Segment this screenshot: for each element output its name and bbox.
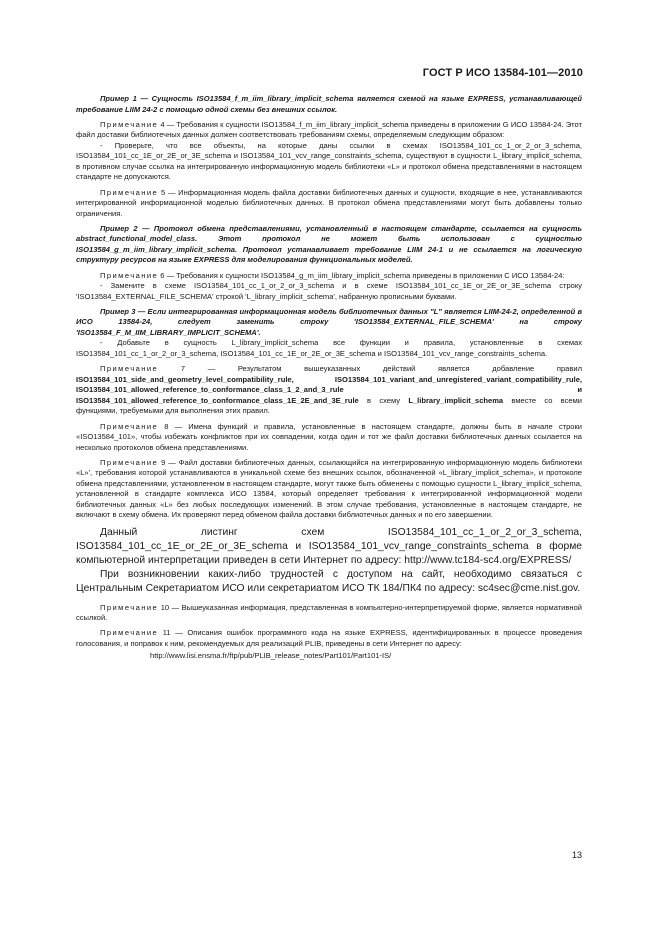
note-label: Примечание xyxy=(100,457,159,467)
contact-paragraph: При возникновении каких-либо трудностей с доступом на сайт, необходимо связаться с Центральным Секретариатом ИСО или секретариатом ИСО ТК 184/ПК4 по адресу: sc4sec@cme.nist.gov. xyxy=(76,569,582,595)
example-1: Пример 1 — Сущность ISO13584_f_m_iim_library_implicit_schema является схемой на языке EXPRESS, устанавливающей требование LIIM 24-2 с помощью одной схемы без внешних ссылок. xyxy=(76,94,582,114)
note-text: 9 — Файл доставки библиотечных данных, ссылающийся на интегрированную информационную модель библиотеки «L»', требования которой устанавливаются в уникальной схеме без внешних ссылок, обозначенной «L_library_implicit_schema», и протоколе обмена представлениями, установленном в настоящем стандарте, могут также быть обменены с помощью сущности L_library_implicit_schema, установленной в стандарте комплекса ИСО 13584, который определяет требования к интегрированной информационной модели библиотечных данных «L» без любых последующих изменений. В этом случае требования, установленные в настоящем стандарте, не включают в схему обмена. Их проверяют перед обменом файла доставки библиотечных данных и по его завершении. xyxy=(76,457,582,520)
page-number: 13 xyxy=(571,850,582,860)
note-text: 5 — Информационная модель файла доставки библиотечных данных и сущности, входящие в нее, устанавливаются интегрированной информационной моделью библиотечных данных. В протокол обмена представлениями могут быть добавлены только ограничения. xyxy=(76,187,582,218)
note-text: 11 — Описания ошибок программного кода на языке EXPRESS, идентифицированных в процессе проведения голосования, и поправок к ним, рекомендуемых для реализаций PLIB, приведены в сети Интернет по адресу: xyxy=(76,628,582,648)
note-label: Примечание xyxy=(100,187,159,197)
note-text: 6 — Требования к сущности ISO13584_g_m_iim_library_implicit_schema приведены в приложении С ИСО 13584-24: xyxy=(158,270,565,280)
note-label: Примечание xyxy=(100,364,159,374)
note-9 xyxy=(76,458,582,521)
note-label: Примечание xyxy=(100,119,159,129)
example-3-bullet: - Добавьте в сущность L_library_implicit_schema все функции и правила, установленные в схемах ISO13584_101_cc_1_or_2_or_3_schema, ISO13584_101_cc_1E_or_2E_or_3E_schema и ISO13584_101_vcv_range_constraints_schema. xyxy=(76,338,582,358)
note-6 xyxy=(76,271,582,282)
note-text: 4 — Требования к сущности ISO13584_f_m_iim_library_implicit_schema приведены в приложении G ИСО 13584-24. Этот файл доставки библиотечных данных должен соответствовать требованиям схемы, определяемым следующим образом: xyxy=(76,119,582,140)
page-body xyxy=(76,94,582,667)
note-label: Примечание xyxy=(100,628,159,638)
note-label: Примечание xyxy=(100,270,159,280)
listing-paragraph: Данный листинг схем ISO13584_101_cc_1_or_2_or_3_schema, ISO13584_101_cc_1E_or_2E_or_3E_schema и ISO13584_101_vcv_range_constraints_schema в форме компьютерной интерпретации приведен в сети Интернет по адресу: http://www.tc184-sc4.org/EXPRESS/ xyxy=(76,526,582,567)
rule-names: ISO13584_101_side_and_geometry_level_compatibility_rule, ISO13584_101_variant_and_unregistered_variant_compatibility_rule, ISO13584_101_allowed_reference_to_conformance_class_1_2_and_3_rule и ISO13584_101_allowed_reference_to_conformance_class_1E_2E_and_3E_rule xyxy=(76,374,582,405)
note-10 xyxy=(76,603,582,624)
note-4-bullet: - Проверьте, что все объекты, на которые даны ссылки в схемах ISO13584_101_cc_1_or_2_or_3_schema, ISO13584_101_cc_1E_or_2E_or_3E_schema и ISO13584_101_vcv_range_constraints_schema, существуют в сущности L_library_implicit_schema, в противном случае ссылка на интегрированную информационную модель библиотеки «L» и протокол обмена представлениями в настоящем стандарте не допускаются. xyxy=(76,140,582,182)
note-label: Примечание xyxy=(100,421,159,431)
errata-url-link[interactable]: http://www.lisi.ensma.fr/ftp/pub/PLIB_release_notes/Part101/Part101-IS/ xyxy=(150,651,392,661)
note-7 xyxy=(76,364,582,417)
note-text: 7 — Результатом вышеуказанных действий является добавление правил xyxy=(158,364,582,374)
example-3: Пример 3 — Если интегрированная информационная модель библиотечных данных "L" является LIIM-24-2, определенной в ИСО 13584-24, следует заменить строку 'ISO13584_EXTERNAL_FILE_SCHEMA' на строку 'ISO13584_F_M_IIM_LIBRARY_IMPLICIT_SCHEMA'. xyxy=(76,306,582,337)
note-8 xyxy=(76,422,582,454)
note-label: Примечание xyxy=(100,602,159,612)
note-5 xyxy=(76,188,582,220)
note-4 xyxy=(76,120,582,141)
note-6-bullet: - Замените в схеме ISO13584_101_cc_1_or_2_or_3_schema и в схеме ISO13584_101_cc_1E_or_2E_or_3E_schema строку 'ISO13584_EXTERNAL_FILE_SCHEMA' строкой 'L_library_implicit_schema', набранную прописными буквами. xyxy=(76,281,582,301)
note-text: вместе со всеми функциями, требуемыми для выполнения этих правил. xyxy=(76,395,582,416)
note-text: 8 — Имена функций и правила, установленные в настоящем стандарте, должны быть в начале строки «ISO13584_101», чтобы избежать конфликтов при их совпадении, когда один и тот же файл доставки библиотечных данных ссылается на несколько протоколов обмена представлениями. xyxy=(76,421,582,452)
note-text: 10 — Вышеуказанная информация, представленная в компьютерно-интерпретируемой форме, является нормативной ссылкой. xyxy=(76,602,582,623)
standard-header: ГОСТ Р ИСО 13584-101—2010 xyxy=(422,67,583,79)
schema-name: L_library_implicit_schema xyxy=(408,395,504,405)
example-2: Пример 2 — Протокол обмена представлениями, установленный в настоящем стандарте, ссылается на сущность abstract_functional_model_class. Этот протокол не может быть использован с сущностью ISO13584_g_m_iim_library_implicit_schema. Протокол устанавливает требование LIIM 24-1 и не ссылается на логическую структуру ресурсов на языке EXPRESS для моделирования функциональных моделей. xyxy=(76,223,582,265)
note-text: в схему xyxy=(358,395,409,405)
note-11 xyxy=(76,628,582,649)
